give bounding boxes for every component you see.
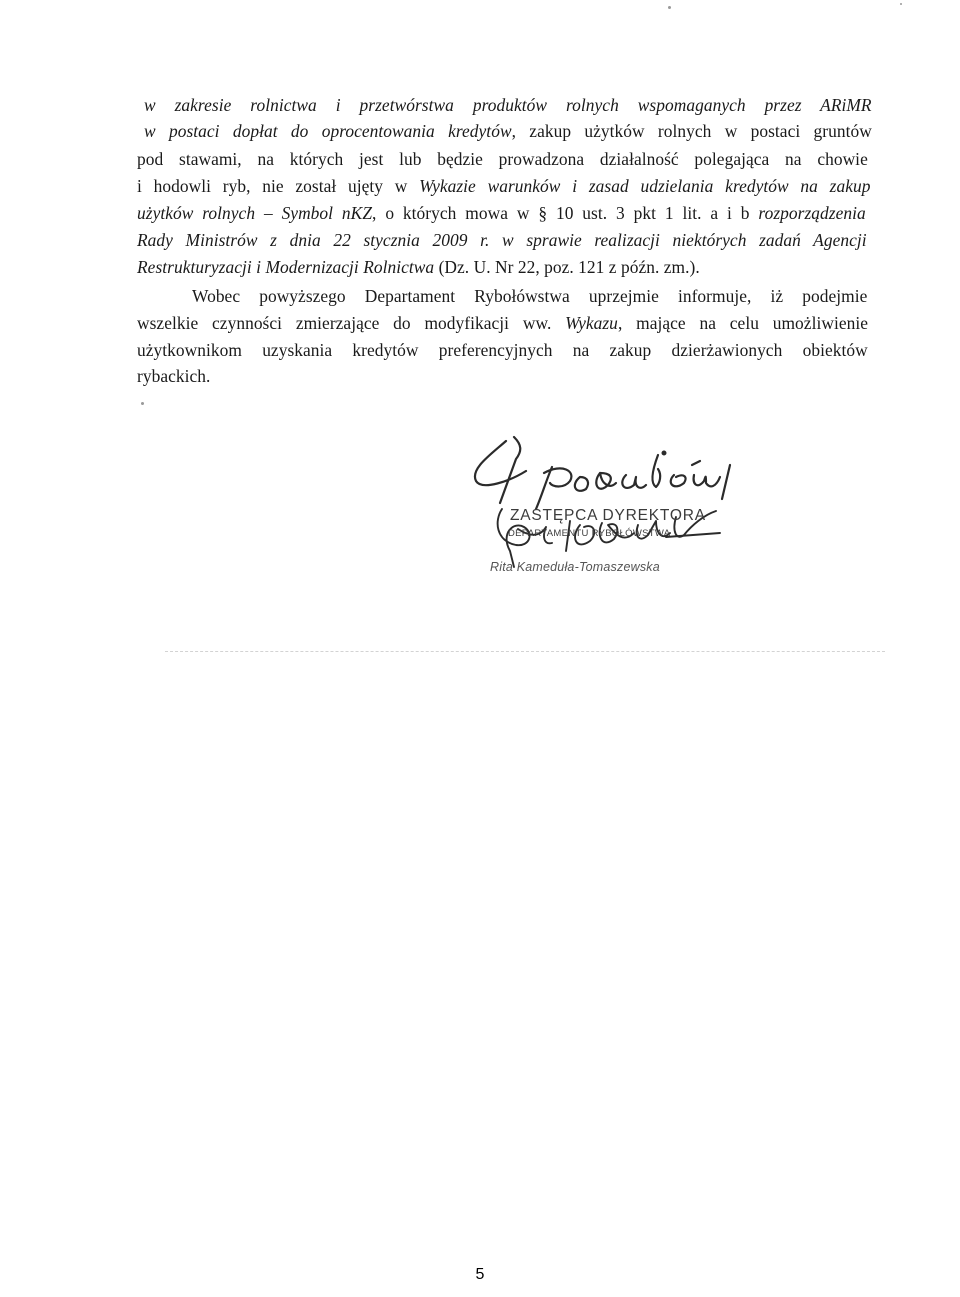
body-line <box>137 175 871 197</box>
body-text: Wobec powyższego Departament Rybołówstwa uprzejmie informuje, iż podejmie <box>192 286 868 306</box>
italic-text: Rady Ministrów z dnia 22 stycznia 2009 r. w sprawie realizacji niektórych zadań Agencji <box>137 230 867 250</box>
italic-text: w postaci dopłat do oprocentowania kredytów <box>144 121 512 141</box>
body-line <box>137 312 868 334</box>
body-text: , o których mowa w § 10 ust. 3 pkt 1 lit. a i b <box>372 203 759 223</box>
italic-text: użytków rolnych – Symbol nKZ <box>137 203 373 223</box>
signature-stamp <box>430 425 750 595</box>
scan-speck <box>141 402 144 405</box>
scan-speck <box>668 6 671 9</box>
body-line <box>137 365 210 387</box>
body-text: i hodowli ryb, nie został ujęty w <box>137 176 420 196</box>
body-text: użytkownikom uzyskania kredytów preferencyjnych na zakup dzierżawionych obiektów <box>137 340 868 360</box>
body-text: , zakup użytków rolnych w postaci gruntów <box>511 121 872 141</box>
scan-speck <box>900 3 902 5</box>
body-text: rybackich. <box>137 366 211 386</box>
italic-text: Wykazu <box>565 313 618 333</box>
body-line <box>137 256 700 278</box>
body-line <box>144 94 872 116</box>
page-number: 5 <box>475 1266 485 1283</box>
body-line <box>137 229 867 251</box>
body-line <box>137 339 868 361</box>
italic-text: rozporządzenia <box>758 203 866 223</box>
italic-text: Restrukturyzacji i Modernizacji Rolnictwa <box>137 257 435 277</box>
body-text: , mające na celu umożliwienie <box>617 313 868 333</box>
scan-artifact-rule <box>165 651 885 652</box>
stamp-title: ZASTĘPCA DYREKTORA <box>510 507 706 524</box>
body-line <box>144 120 872 142</box>
body-line <box>192 285 867 307</box>
body-line <box>137 148 868 170</box>
body-text: wszelkie czynności zmierzające do modyfikacji ww. <box>137 313 566 333</box>
stamp-signatory-name: Rita Kameduła-Tomaszewska <box>490 560 660 574</box>
stamp-department: DEPARTAMENTU RYBOŁÓWSTWA <box>508 528 671 539</box>
body-text: (Dz. U. Nr 22, poz. 121 z późn. zm.). <box>434 257 700 277</box>
italic-text: w zakresie rolnictwa i przetwórstwa produktów rolnych wspomaganych przez ARiMR <box>144 95 872 115</box>
italic-text: Wykazie warunków i zasad udzielania kredytów na zakup <box>419 176 871 196</box>
body-line <box>137 202 866 224</box>
body-text: pod stawami, na których jest lub będzie prowadzona działalność polegająca na chowie <box>137 149 868 169</box>
